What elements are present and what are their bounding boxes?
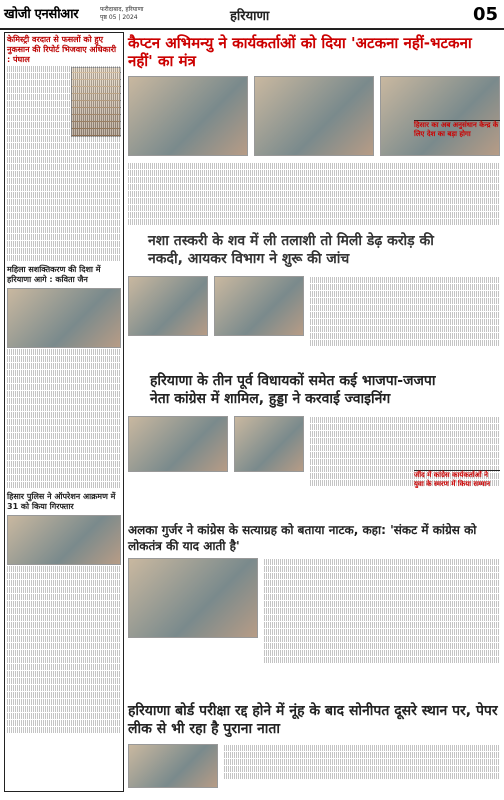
headline-1-body (128, 162, 500, 228)
main-content (128, 32, 500, 792)
headline-5-photo (128, 744, 218, 788)
headline-2-photo-a (128, 276, 208, 336)
left-column (4, 32, 124, 792)
right-box-1-headline: हिसार का अब अनुसंधान केन्द्र के लिए देश का बड़ा होगा (414, 121, 499, 138)
right-box-2-headline: जींद में कांग्रेस कार्यकर्ताओं ने युवा के स्मरण में किया सम्मान (414, 471, 491, 488)
newspaper-brand-logo (4, 3, 86, 25)
bottom-photo (7, 515, 121, 565)
headline-3-body (310, 416, 500, 516)
masthead (0, 0, 504, 30)
headline-1: कैप्टन अभिमन्यु ने कार्यकर्ताओं को दिया 'अटकना नहीं-भटकना नहीं' का मंत्र (128, 34, 472, 70)
side-body (7, 349, 121, 488)
headline-5-body (224, 744, 500, 788)
headline-5: हरियाणा बोर्ड परीक्षा रद्द होने में नूंह के बाद सोनीपत दूसरे स्थान पर, पेपर लीक से भी रहा है पुराना नाता (128, 703, 498, 737)
headline-2-photo-b (214, 276, 304, 336)
left-column-headline: केमिस्ट्री वरदात से फसलों को हुए नुकसान की रिपोर्ट भिजवाए अधिकारी : पंघाल (7, 35, 117, 64)
masthead-meta (100, 6, 143, 22)
right-box-1 (414, 120, 500, 139)
section-tag: हरियाणा (230, 9, 270, 24)
bottom-body (7, 566, 121, 733)
left-column-side-headline: महिला सशक्तिकरण की दिशा में हरियाणा आगे : कविता जैन (7, 265, 101, 284)
headline-2-body (310, 276, 500, 366)
headline-4-body (264, 558, 500, 688)
page-number: 05 (472, 4, 498, 25)
meta-line-1: फरीदाबाद, हरियाणा (100, 6, 144, 13)
headline-3-photo-b (234, 416, 304, 472)
left-column-body (7, 66, 121, 261)
side-photo (7, 288, 121, 348)
headline-3-photo-a (128, 416, 228, 472)
headline-1-photo-a (128, 76, 248, 156)
headline-4-photo (128, 558, 258, 638)
headline-1-photo-b (254, 76, 374, 156)
headline-2: नशा तस्करी के शव में ली तलाशी तो मिली डेढ़ करोड़ की नकदी, आयकर विभाग ने शुरू की जांच (148, 233, 434, 267)
meta-line-2: पृष्ठ 05 | 2024 (100, 14, 138, 21)
headline-4: अलका गुर्जर ने कांग्रेस के सत्याग्रह को बताया नाटक, कहा: 'संकट में कांग्रेस को लोकतंत्र की याद आती है' (128, 523, 477, 553)
right-box-2 (414, 470, 500, 489)
brand-name: खोजी एनसीआर (4, 7, 79, 22)
headline-1-photo-c (380, 76, 500, 156)
left-column-bottom-headline: हिसार पुलिस ने ऑपरेशन आक्रमण में 31 को किया गिरफ्तार (7, 492, 116, 511)
headline-3: हरियाणा के तीन पूर्व विधायकों समेत कई भाजपा-जजपा नेता कांग्रेस में शामिल, हुड्डा ने करवाई ज्वाइनिंग (150, 373, 436, 407)
